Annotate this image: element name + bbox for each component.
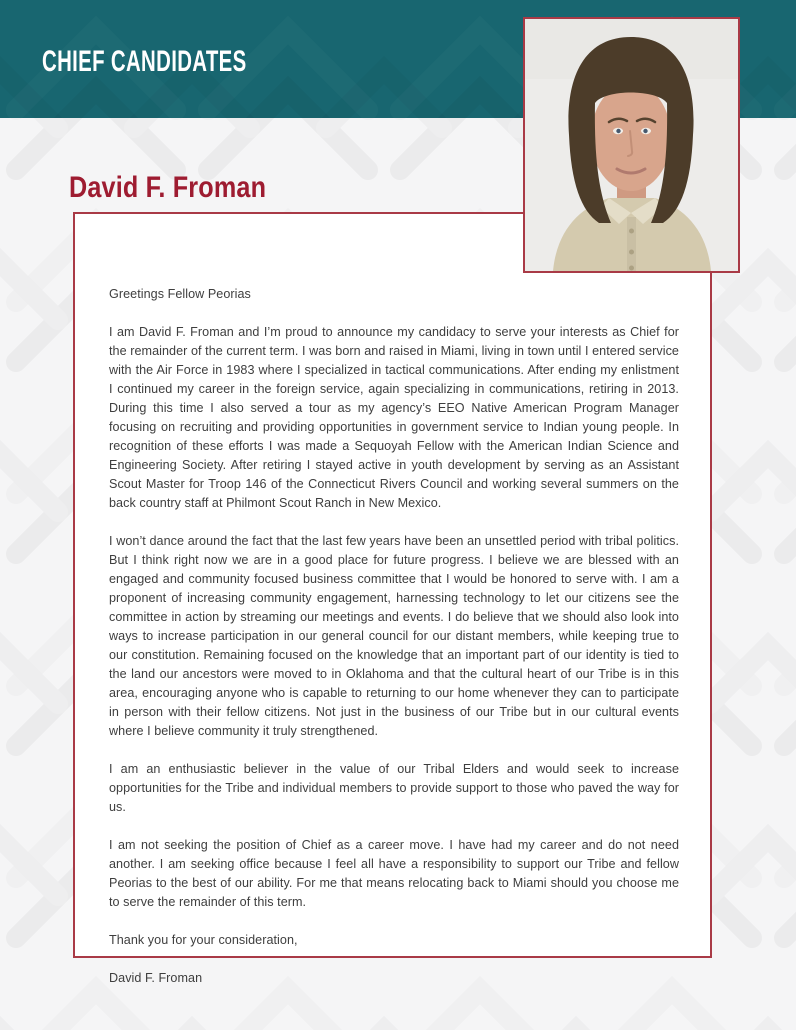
letter-paragraph: I am not seeking the position of Chief as a career move. I have had my career and do not need another. I am seeking office because I feel all have a responsibility to support our Tribe and fellow Peorias to the best of our ability. For me that means relocating back to Miami should you choose me to serve the remainder of this term. bbox=[109, 838, 679, 909]
letter-closing: Thank you for your consideration, bbox=[109, 933, 298, 947]
letter-greeting: Greetings Fellow Peorias bbox=[109, 287, 251, 301]
letter-body bbox=[109, 323, 679, 912]
candidate-portrait-illustration bbox=[525, 19, 738, 271]
letter-paragraph: I am an enthusiastic believer in the value of our Tribal Elders and would seek to increase opportunities for the Tribe and individual members to provide support to those who paved the way for us. bbox=[109, 762, 679, 814]
page-title: CHIEF CANDIDATES bbox=[42, 45, 247, 78]
letter-box bbox=[73, 212, 712, 985]
candidate-photo bbox=[523, 17, 740, 273]
letter-paragraph: I am David F. Froman and I’m proud to announce my candidacy to serve your interests as Chief for the remainder of the current term. I was born and raised in Miami, living in town until I entered service with the Air Force in 1983 where I specialized in tactical communications. After ending my enlistment I continued my career in the foreign service, again specializing in communications, retiring in 2013. During this time I also served a tour as my agency’s EEO Native American Program Manager focusing on recruiting and providing opportunities in government service to Indian young people. In recognition of these efforts I was made a Sequoyah Fellow with the American Indian Science and Engineering Society. After retiring I stayed active in youth development by serving as an Assistant Scout Master for Troop 146 of the Connecticut Rivers Council and working several summers on the back country staff at Philmont Scout Ranch in New Mexico. bbox=[109, 325, 679, 510]
letter-signature: David F. Froman bbox=[109, 971, 203, 985]
candidate-name-heading: David F. Froman bbox=[69, 171, 267, 204]
letter-paragraph: I won’t dance around the fact that the last few years have been an unsettled period with tribal politics. But I think right now we are in a good place for future progress. I believe we are blessed with an engaged and community focused business committee that I would be honored to serve with. I am a proponent of increasing community engagement, harnessing technology to let our citizens see the committee in action by streaming our meetings and events. I do believe that we should also look into ways to increase participation in our general council for our distant members, while keeping true to our constitution. Remaining focused on the knowledge that an important part of our identity is tied to the land our ancestors were moved to in Oklahoma and that the cultural heart of our Tribe is in this area, encouraging anyone who is capable to returning to our home whenever they can to participate in person with their fellow citizens. Not just in the business of our Tribe but in our cultural events where I believe community it truly strengthened. bbox=[109, 534, 679, 738]
